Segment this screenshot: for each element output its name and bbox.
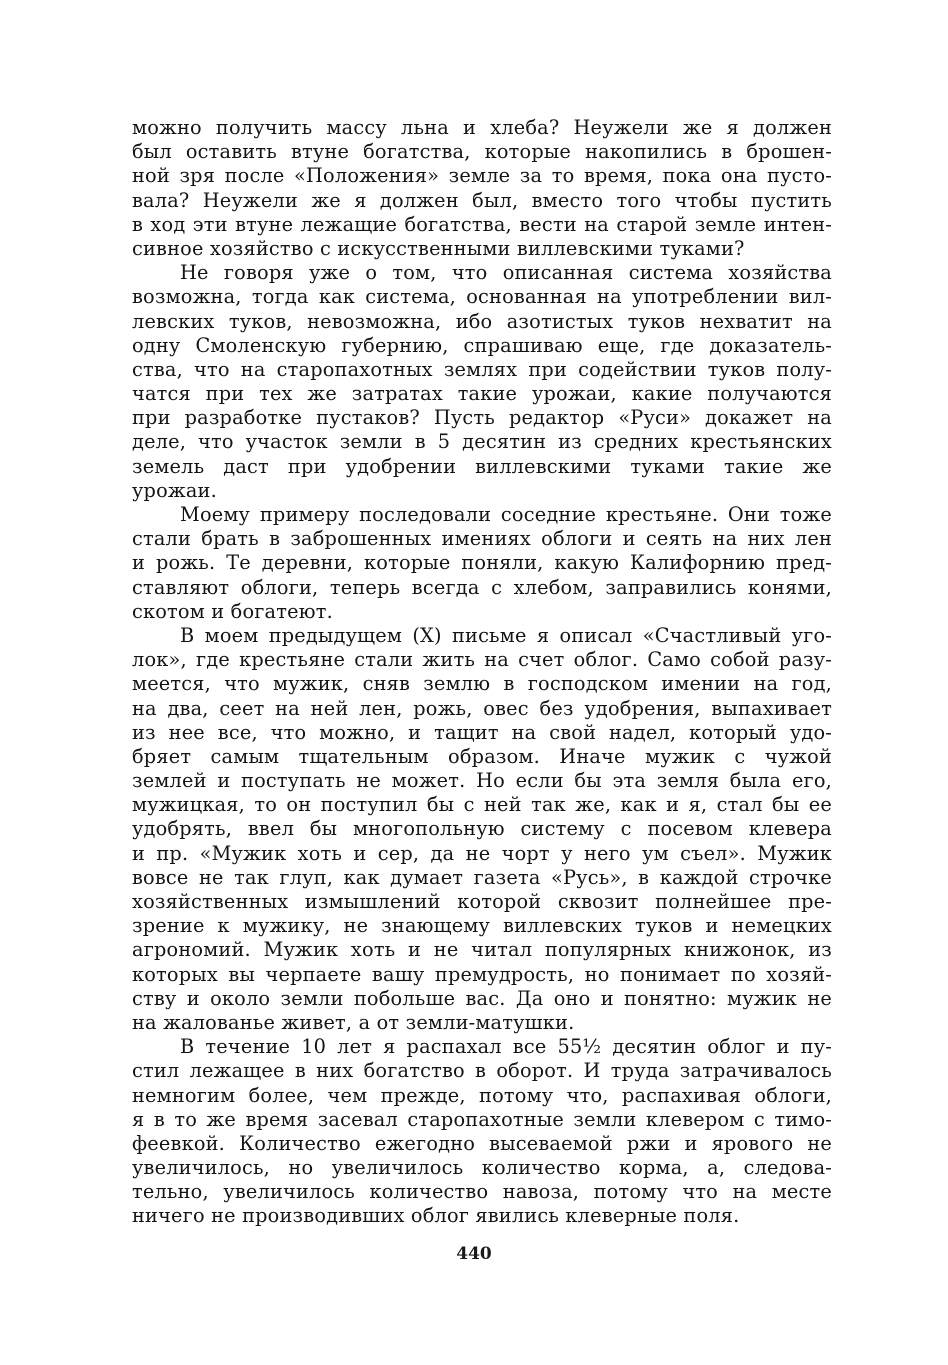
text-line: стил лежащее в них богатство в оборот. И труда затрачивалось bbox=[132, 1059, 832, 1083]
text-line: Моему примеру последовали соседние крестьяне. Они тоже bbox=[180, 503, 832, 526]
text-line: и рожь. Те деревни, которые поняли, какую Калифорнию пред- bbox=[132, 551, 832, 575]
text-line: зрение к мужику, не знающему виллевских туков и немецких bbox=[132, 914, 832, 938]
text-line: чатся при тех же затратах такие урожаи, какие получаются bbox=[132, 382, 832, 406]
text-line: Не говоря уже о том, что описанная система хозяйства bbox=[180, 261, 832, 285]
text-line: ству и около земли побольше вас. Да оно и понятно: мужик не bbox=[132, 986, 832, 1010]
page-body bbox=[132, 116, 832, 1229]
text-line: был оставить втуне богатства, которые накопились в брошен- bbox=[132, 140, 832, 164]
text-line: хозяйственных измышлений которой сквозит полнейшее пре- bbox=[132, 890, 832, 913]
paragraph-5 bbox=[132, 1035, 832, 1229]
text-line: при разработке пустаков? Пусть редактор «Руси» докажет на bbox=[132, 406, 832, 430]
text-line: агрономий. Мужик хоть и не читал популярных книжонок, из bbox=[132, 938, 832, 962]
text-line: феевкой. Количество ежегодно высеваемой ржи и ярового не bbox=[132, 1131, 832, 1155]
text-line: В моем предыдущем (X) письме я описал «Счастливый уго- bbox=[180, 623, 832, 647]
text-line: из нее все, что можно, и тащит на свой надел, который удо- bbox=[132, 720, 832, 744]
text-line: на два, сеет на ней лен, рожь, овес без удобрения, выпахивает bbox=[132, 696, 832, 720]
text-line: урожаи. bbox=[132, 478, 217, 502]
text-line: в ход эти втуне лежащие богатства, вести на старой земле интен- bbox=[132, 212, 832, 236]
text-line: удобрять, ввел бы многопольную систему с посевом клевера bbox=[132, 817, 832, 841]
text-line: ной зря после «Положения» земле за то время, пока она пусто- bbox=[132, 164, 832, 188]
text-line: ства, что на старопахотных землях при содействии туков полу- bbox=[132, 357, 832, 381]
text-line: землей и поступать не может. Но если бы эта земля была его, bbox=[132, 769, 832, 793]
text-line: вовсе не так глуп, как думает газета «Русь», в каждой строчке bbox=[132, 865, 832, 889]
text-line: стали брать в заброшенных имениях облоги и сеять на них лен bbox=[132, 527, 832, 551]
text-line: В течение 10 лет я распахал все 55½ десятин облог и пу- bbox=[180, 1035, 832, 1059]
paragraph-3 bbox=[132, 503, 832, 624]
text-line: мужицкая, то он поступил бы с ней так же, как и я, стал бы ее bbox=[132, 793, 832, 817]
text-line: немногим более, чем прежде, потому что, распахивая облоги, bbox=[132, 1083, 832, 1107]
text-line: я в то же время засевал старопахотные земли клевером с тимо- bbox=[132, 1107, 832, 1131]
text-line: можно получить массу льна и хлеба? Неужели же я должен bbox=[132, 116, 832, 139]
text-line: тельно, увеличилось количество навоза, потому что на месте bbox=[132, 1180, 832, 1204]
text-line: скотом и богатеют. bbox=[132, 599, 333, 623]
page-number: 440 bbox=[456, 1244, 492, 1264]
text-line: которых вы черпаете вашу премудрость, но понимает по хозяй- bbox=[132, 962, 832, 986]
text-line: увеличилось, но увеличилось количество корма, а, следова- bbox=[132, 1156, 832, 1180]
text-line: возможна, тогда как система, основанная на употреблении вил- bbox=[132, 285, 832, 309]
text-line: земель даст при удобрении виллевскими туками такие же bbox=[132, 454, 832, 478]
text-line: деле, что участок земли в 5 десятин из средних крестьянских bbox=[132, 430, 832, 454]
text-line: одну Смоленскую губернию, спрашиваю еще, где доказатель- bbox=[132, 333, 832, 357]
text-line: вала? Неужели же я должен был, вместо того чтобы пустить bbox=[132, 188, 832, 212]
text-line: бряет самым тщательным образом. Иначе мужик с чужой bbox=[132, 744, 832, 768]
paragraph-2 bbox=[132, 261, 832, 503]
paragraph-4 bbox=[132, 624, 832, 1035]
text-line: ставляют облоги, теперь всегда с хлебом, заправились конями, bbox=[132, 575, 832, 599]
paragraph-1 bbox=[132, 116, 832, 261]
text-line: и пр. «Мужик хоть и сер, да не чорт у него ум съел». Мужик bbox=[132, 841, 832, 865]
text-line: сивное хозяйство с искусственными виллевскими туками? bbox=[132, 236, 745, 260]
text-line: ничего не производивших облог явились клеверные поля. bbox=[132, 1204, 740, 1228]
text-line: на жалованье живет, а от земли-матушки. bbox=[132, 1010, 575, 1034]
text-line: левских туков, невозможна, ибо азотистых туков нехватит на bbox=[132, 309, 832, 333]
text-line: меется, что мужик, сняв землю в господском имении на год, bbox=[132, 672, 832, 696]
text-line: лок», где крестьяне стали жить на счет облог. Само собой разу- bbox=[132, 648, 832, 672]
